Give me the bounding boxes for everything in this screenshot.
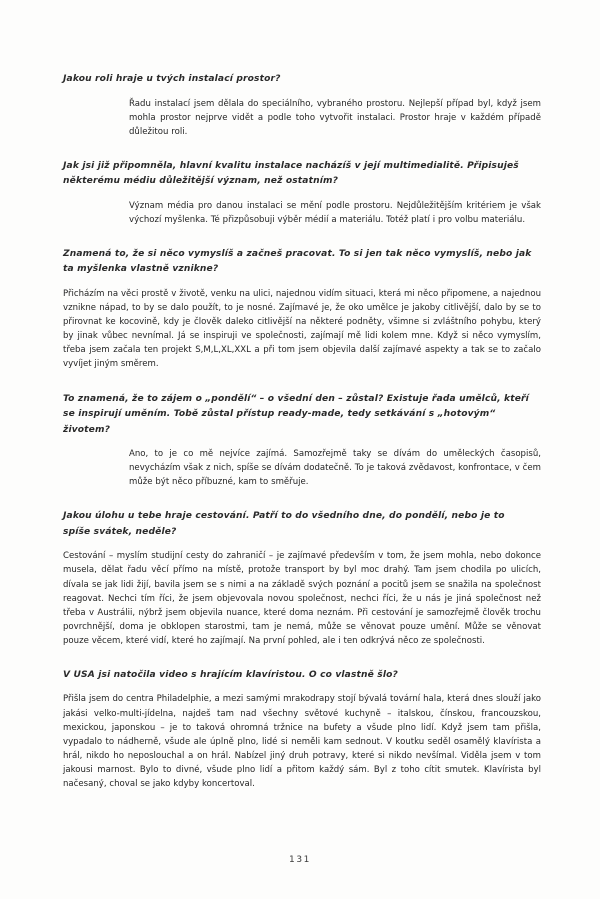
interview-answer: Význam média pro danou instalaci se mění podle prostoru. Nejdůležitějším kritériem je však výchozí myšlenka. Té přizpůsobuji výběr médií a materiálu. Totéž platí i pro volbu materiálu.	[129, 200, 541, 225]
interview-question: Znamená to, že si něco vymyslíš a začneš pracovat. To si jen tak něco vymyslíš, nebo jak ta myšlenka vlastně vznikne?	[63, 248, 532, 275]
qa-block-2	[63, 159, 541, 227]
interview-question: Jak jsi již připomněla, hlavní kvalitu instalace nacházíš v její multimedialitě. Připisuješ některému médiu důležitější význam, než ostatním?	[63, 160, 519, 187]
interview-question: Jakou úlohu u tebe hraje cestování. Patří to do všedního dne, do pondělí, nebo je to spíše svátek, neděle?	[63, 511, 505, 537]
interview-question: V USA jsi natočila video s hrajícím klavíristou. O co vlastně šlo?	[63, 669, 398, 680]
qa-block-4	[63, 392, 541, 490]
page-content	[63, 72, 541, 811]
page-number: 131	[289, 855, 311, 865]
qa-block-5	[63, 509, 541, 648]
interview-answer: Cestování – myslím studijní cesty do zahraničí – je zajímavé především v tom, že jsem mohla, nebo dokonce musela, dělat řadu věcí přímo na místě, protože transport by byl moc drahý. Tam jsem chodila po ulicích, dívala se jak lidi žijí, bavila jsem se s nimi a na základě svých poznání a pocitů jsem se snažila na společnost reagovat. Nechci tím říci, že jsem objevovala novou společnost, nechci říci, že u nás je jiná společnost než třeba v Austrálii, nýbrž jsem objevila nuance, které doma neznám. Při cestování je samozřejmě člověk trochu povrchnější, doma je obklopen starostmi, tam je nemá, může se věnovat pouze umění. Může se věnovat pouze věcem, které vidí, které ho zajímají. Na první pohled, ale i ten odkrývá něco ze společnosti.	[63, 551, 541, 646]
qa-block-1	[63, 72, 541, 139]
interview-answer: Přicházím na věci prostě v životě, venku na ulici, najednou vidím situaci, která mi něco připomene, a najednou vznikne nápad, to by se dalo použít, to je nosné. Zajímavé je, že oko umělce je jakoby citlivější, dalo by se to přirovnat ke kocovině, kdy je člověk daleko citlivější na některé podněty, všimne si zvláštního pohybu, který by jinak vůbec nevnímal. Já se inspiruji ve společnosti, zajímají mě lidi kolem mne. Když si něco vymyslím, třeba jsem začala ten projekt S,M,L,XL,XXL a při tom jsem objevila další zajímavé aspekty a tak se to začalo vyvíjet jiným směrem.	[63, 288, 541, 370]
interview-answer: Řadu instalací jsem dělala do speciálního, vybraného prostoru. Nejlepší případ byl, když jsem mohla prostor nejprve vidět a podle toho vytvořit instalaci. Prostor hraje v každém případě důležitou roli.	[129, 98, 541, 137]
interview-answer: Ano, to je co mě nejvíce zajímá. Samozřejmě taky se dívám do uměleckých časopisů, nevycházím však z nich, spíše se dívám dodatečně. To je taková zvědavost, konfrontace, v čem může být něco příbuzné, kam to směřuje.	[129, 449, 541, 488]
qa-block-6	[63, 668, 541, 791]
interview-question: Jakou roli hraje u tvých instalací prostor?	[63, 74, 281, 84]
qa-block-3	[63, 247, 541, 372]
interview-answer: Přišla jsem do centra Philadelphie, a mezi samými mrakodrapy stojí bývalá tovární hala, která dnes slouží jako jakási velko-multi-jídelna, najdeš tam nad všechny světové kuchyně – italskou, čínskou, francouzskou, mexickou, japonskou – je to taková ohromná tržnice na bufety a všude plno lidí. Když jsem tam přišla, vypadalo to nádherně, všude ale úplně plno, lidé si neměli kam sednout. V koutku seděl osamělý klavírista a hrál, nikdo ho neposlouchal a on hrál. Nabízel jiný druh potravy, které si nikdo nevšímal. Viděla jsem v tom jakousi marnost. Bylo to divné, všude plno lidí a přitom každý sám. Byl z toho cítit smutek. Klavírista byl načesaný, choval se jako kdyby koncertoval.	[63, 694, 541, 790]
interview-question: To znamená, že to zájem o „pondělí“ – o všední den – zůstal? Existuje řada umělců, kteří se inspirují uměním. Tobě zůstal přístup ready-made, tedy setkávání s „hotovým“ životem?	[63, 393, 529, 435]
